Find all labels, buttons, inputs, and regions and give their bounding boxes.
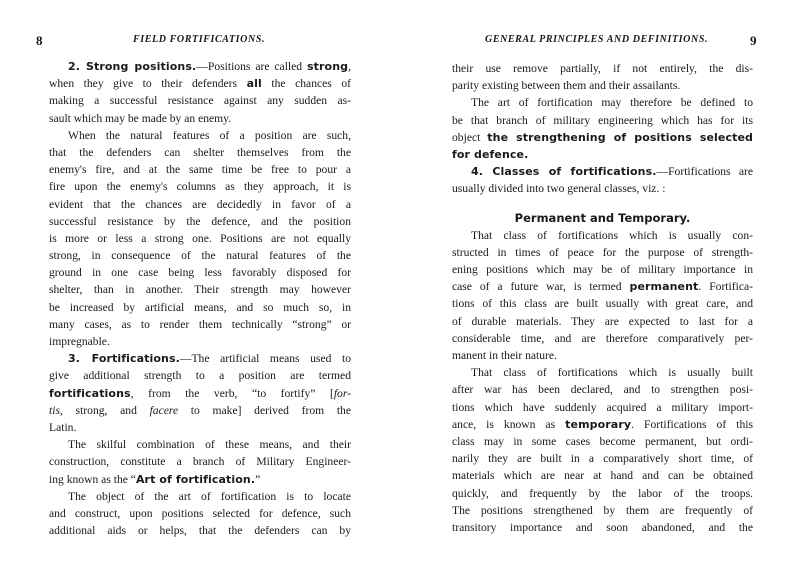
text-line [49,247,351,264]
bold-term: permanent [629,280,699,294]
text-line [49,453,351,470]
text-line [452,519,753,536]
text-run: and construct, upon positions selected for defence, such [49,506,351,520]
text-run: strong, in consequence of the natural features of the [49,249,351,263]
text-line [452,295,753,312]
bold-term: 2. Strong positions. [68,60,197,73]
bold-term: for defence. [452,147,529,161]
page-number: 8 [36,33,43,48]
text-line [452,180,753,197]
text-line [452,261,753,278]
text-run: to make] derived from the [178,403,351,417]
bold-term: 4. Classes of fortifications. [471,165,657,179]
text-run: shelter, than in another. Their strength may however [49,283,351,297]
bold-term: fortifications [49,386,131,400]
text-line [49,350,351,367]
text-run: quickly, and frequently by the labor of the troops. [452,486,753,500]
text-line [452,77,753,94]
text-run: narily they are built in a comparatively short time, of [452,452,753,466]
text-line [452,227,753,244]
text-run: Latin. [49,420,77,434]
text-run: tions of this class are built usually with great care, and [452,297,753,311]
text-run: structed in times of peace for the purpose of strength- [452,245,753,259]
text-run: successful resistance by the defence, and the position [49,214,351,228]
text-run: sault which may be made by an enemy. [49,111,232,125]
text-line [452,416,753,433]
text-run: The object of the art of fortification is to locate [68,489,351,503]
text-run: , strong, and [59,403,150,417]
page-body-text [49,58,351,539]
section-subheading [452,210,753,227]
text-line [49,281,351,298]
page-body-text [452,60,753,536]
text-run: after war has been declared, and to strengthen posi- [452,383,753,397]
text-run: enemy's fire, and at the same time be free to pour a [49,163,351,177]
text-run: construction, constitute a branch of Military Engineer- [49,455,351,469]
text-line [49,299,351,316]
text-line [49,264,351,281]
text-line [49,230,351,247]
text-run: , [348,60,351,73]
text-run: The skilful combination of these means, and their [68,438,351,452]
text-run: parity existing between them and their assailants. [452,79,681,93]
text-line [452,94,753,111]
text-line [452,244,753,261]
section-spacer [452,198,753,210]
text-run: transitory importance and soon abandoned, and the [452,520,753,534]
text-run: case of a future war, is termed [452,280,630,294]
text-run: is more or less a strong one. Positions are not equally [49,231,351,245]
text-line [452,112,753,129]
text-line [452,467,753,484]
text-run: that the defenders can shelter themselves from the [49,145,351,159]
text-line [452,313,753,330]
text-line [49,333,351,350]
text-run: when they give to their defenders [49,77,247,91]
text-run: That class of fortifications which is usually built [471,366,753,380]
bold-term: Art of fortification. [135,472,256,486]
text-line [49,402,351,419]
text-run: —Fortifications are [656,165,753,179]
text-run: usually divided into two general classes, viz. : [452,182,666,196]
text-run: . Fortifications of this [631,417,753,431]
text-line [452,278,753,295]
bold-term: all [246,77,262,91]
text-line [452,450,753,467]
text-line [49,178,351,195]
text-line [49,161,351,178]
text-line [452,485,753,502]
text-line [49,144,351,161]
text-run: . Fortifica- [698,280,753,294]
text-run: of durable materials. They are expected to last for a [452,314,753,328]
text-line [49,196,351,213]
running-head: FIELD FORTIFICATIONS. [133,34,266,45]
text-run: additional aids or helps, that the defenders can by [49,524,351,538]
text-line [49,505,351,522]
text-run: the chances of [261,77,351,91]
text-line [49,436,351,453]
text-line [49,75,351,92]
text-line [452,60,753,77]
page-number: 9 [750,33,757,48]
text-line [452,163,753,180]
text-run: manent in their nature. [452,349,557,362]
text-run: their use remove partially, if not entirely, the dis- [452,62,753,75]
text-run: evident that the chances are decidedly in favor of a [49,197,351,211]
italic-term: facere [149,403,179,417]
text-run: ening positions which may be of military importance in [452,263,753,277]
text-run: class may in some cases become permanent, but ordi- [452,434,753,448]
text-line [49,522,351,539]
text-line [452,381,753,398]
text-run: ance, is known as [452,417,566,431]
text-run: many cases, as to render them technically “strong” or [49,317,351,331]
text-line [452,146,753,163]
text-run: materials which are near at hand and can be obtained [452,469,753,483]
text-line [49,316,351,333]
text-line [452,399,753,416]
text-run: —Positions are called [196,60,307,73]
text-line [49,58,351,75]
right-page [405,0,810,584]
text-line [452,364,753,381]
text-line [49,213,351,230]
text-run: , from the verb, “to fortify” [ [130,386,334,400]
bold-term: strong [307,60,349,73]
text-run: give additional strength to a position are termed [49,369,351,383]
text-run: ground in one case being less favorably disposed for [49,266,351,280]
italic-term: tis [49,403,60,417]
italic-term: for- [333,386,351,400]
text-line [452,330,753,347]
text-run: tions which have suddenly acquired a military import- [452,400,753,414]
text-line [49,92,351,109]
text-run: The positions strengthened by them are frequently of [452,503,753,517]
text-run: —The artificial means used to [179,352,351,366]
text-run: The art of fortification may therefore be defined to [471,96,753,110]
text-line [49,127,351,144]
text-run: be that branch of military engineering which has for its [452,113,753,127]
text-run: considerable time, and are therefore comparatively per- [452,331,753,345]
running-head: GENERAL PRINCIPLES AND DEFINITIONS. [485,34,709,45]
text-line [49,471,351,488]
bold-term: Permanent and Temporary. [514,210,691,225]
text-run: That class of fortifications which is usually con- [471,228,753,242]
text-line [452,502,753,519]
text-line [452,433,753,450]
text-line [452,129,753,146]
bold-term: the strengthening of positions selected [487,130,753,144]
text-run: ing known as the “ [49,472,136,486]
text-run: impregnable. [49,335,110,348]
text-line [49,110,351,127]
text-run: ” [255,472,261,486]
bold-term: temporary [565,417,632,431]
text-run: making a successful resistance against any sudden as- [49,94,351,108]
text-run: be increased by artificial means, and so much so, in [49,300,351,314]
text-line [49,367,351,384]
text-run: object [452,130,488,144]
text-line [49,419,351,436]
text-run: When the natural features of a position are such, [68,128,351,142]
bold-term: 3. Fortifications. [68,352,180,366]
text-line [49,488,351,505]
text-line [452,347,753,364]
text-line [49,385,351,402]
text-run: fire upon the enemy's columns as they approach, it is [49,180,351,194]
